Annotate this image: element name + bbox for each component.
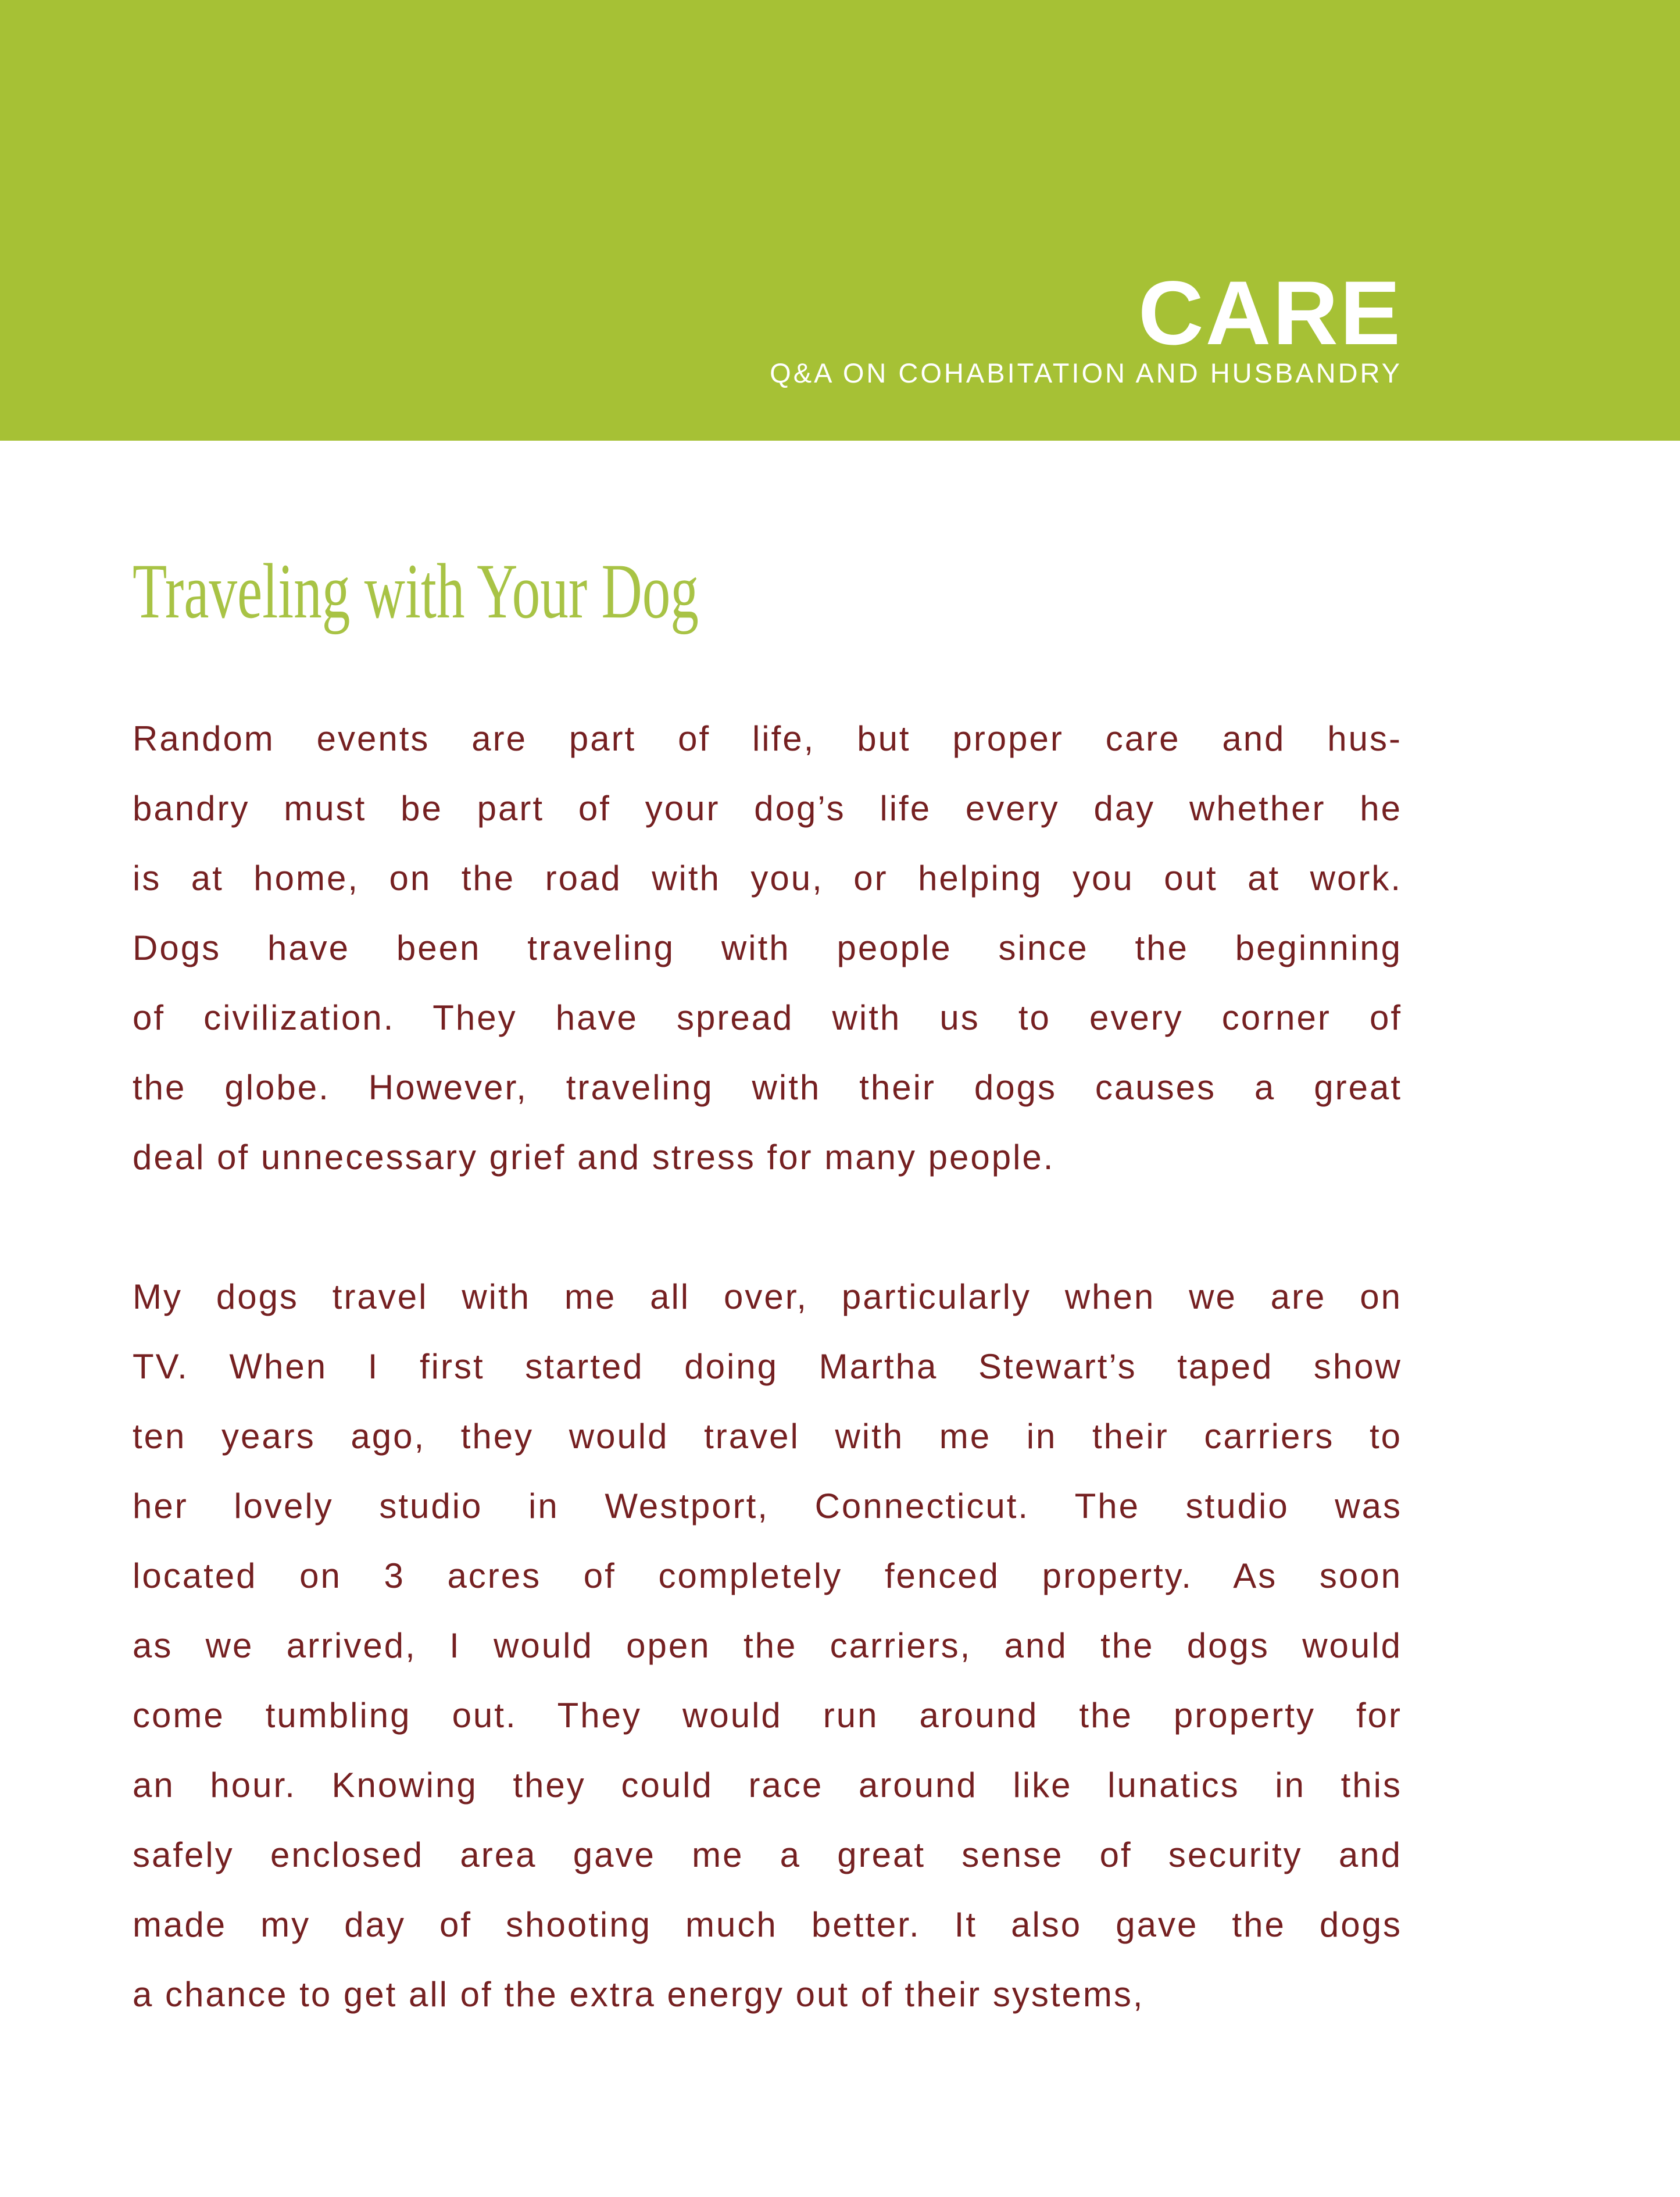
- text-line: Dogs have been traveling with people since the beginning: [133, 928, 1402, 967]
- text-line: her lovely studio in Westport, Connecticut. The studio was: [133, 1487, 1402, 1526]
- text-line: come tumbling out. They would run around the property for: [133, 1696, 1402, 1735]
- text-line: ten years ago, they would travel with me in their carriers to: [133, 1417, 1402, 1456]
- text-line: a chance to get all of the extra energy out of their systems,: [133, 1975, 1145, 2014]
- text-line: located on 3 acres of completely fenced property. As soon: [133, 1556, 1402, 1595]
- text-line: My dogs travel with me all over, particularly when we are on: [133, 1277, 1402, 1316]
- chapter-subtitle: Q&A ON COHABITATION AND HUSBANDRY: [770, 358, 1402, 388]
- text-line: of civilization. They have spread with us to every corner of: [133, 998, 1402, 1037]
- paragraph: [133, 1262, 1402, 2030]
- text-line: as we arrived, I would open the carriers, and the dogs would: [133, 1626, 1402, 1665]
- chapter-title: CARE: [1138, 263, 1402, 364]
- text-line: bandry must be part of your dog’s life every day whether he: [133, 789, 1402, 828]
- body-text: [133, 704, 1402, 2099]
- paragraph: [133, 704, 1402, 1192]
- text-line: TV. When I first started doing Martha Stewart’s taped show: [133, 1347, 1402, 1386]
- text-line: the globe. However, traveling with their dogs causes a great: [133, 1068, 1402, 1107]
- text-line: deal of unnecessary grief and stress for many people.: [133, 1138, 1055, 1177]
- text-line: an hour. Knowing they could race around like lunatics in this: [133, 1766, 1402, 1805]
- section-heading: Traveling with Your Dog: [133, 548, 699, 635]
- text-line: safely enclosed area gave me a great sense of security and: [133, 1835, 1402, 1874]
- text-line: Random events are part of life, but proper care and hus-: [133, 719, 1402, 758]
- text-line: is at home, on the road with you, or helping you out at work.: [133, 859, 1402, 898]
- text-line: made my day of shooting much better. It also gave the dogs: [133, 1905, 1402, 1944]
- header-band: [0, 0, 1680, 441]
